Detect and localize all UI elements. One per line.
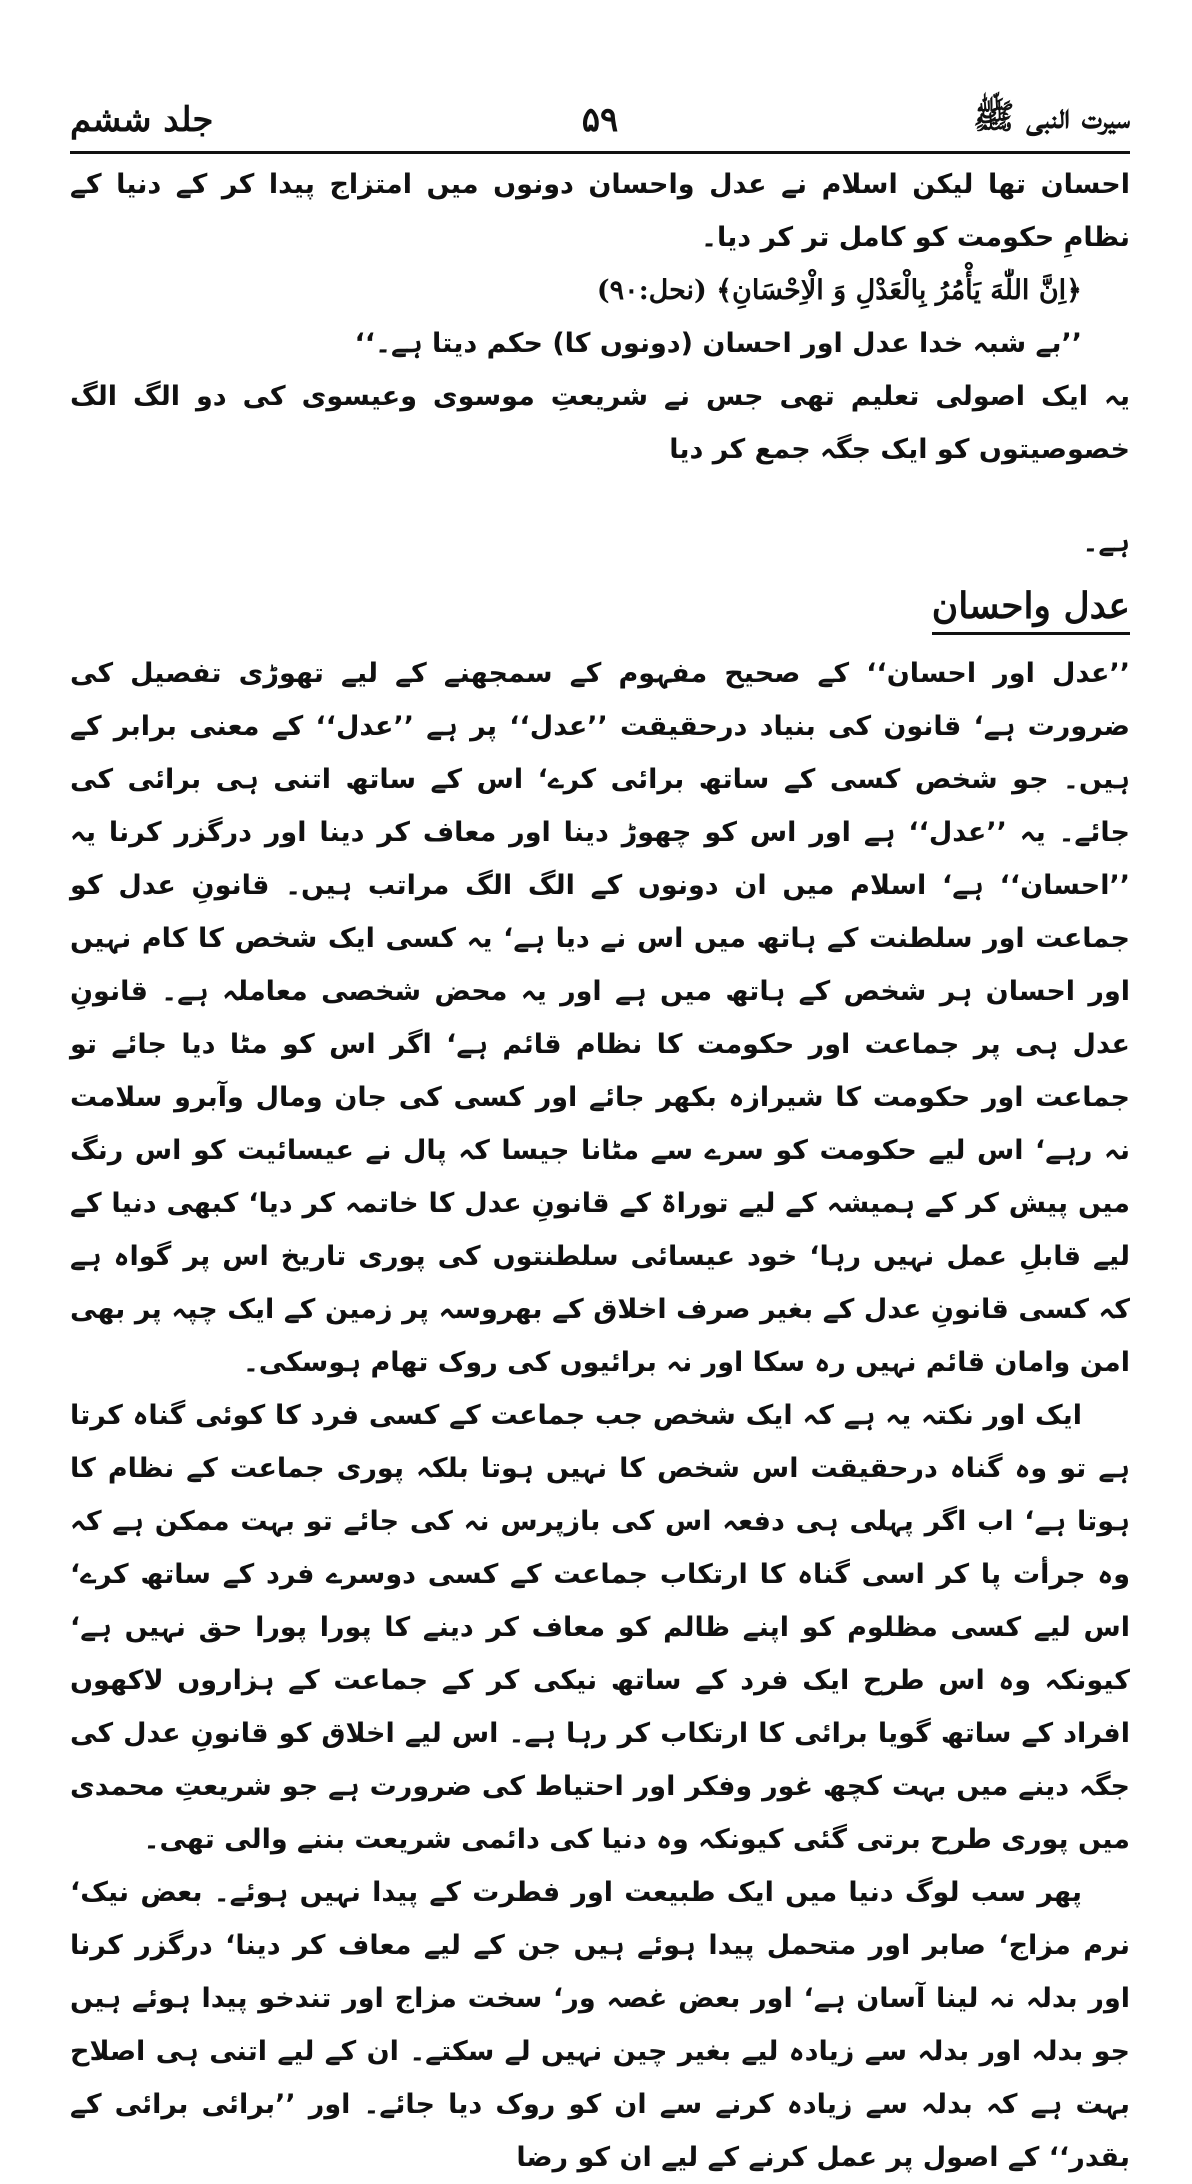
book-title: سیرت النبی ﷺ xyxy=(973,96,1130,137)
verse-translation: ’’بے شبہ خدا عدل اور احسان (دونوں کا) حکم دیتا ہے۔‘‘ xyxy=(354,328,1082,359)
page-header xyxy=(70,90,1130,150)
section-heading: عدل واحسان xyxy=(932,582,1130,635)
paragraph-2: ایک اور نکتہ یہ ہے کہ ایک شخص جب جماعت کے کسی فرد کا کوئی گناہ کرتا ہے تو وہ گناہ درحقیقت اس شخص کا نہیں ہوتا بلکہ پوری جماعت کے نظام کا ہوتا ہے‘ اب اگر پہلی ہی دفعہ اس کی بازپرس نہ کی جائے تو بہت ممکن ہے کہ وہ جرأت پا کر اسی گناہ کا ارتکاب جماعت کے کسی دوسرے فرد کے ساتھ کرے‘ اس لیے کسی مظلوم کو اپنے ظالم کو معاف کر دینے کا پورا پورا حق نہیں ہے‘ کیونکہ وہ اس طرح ایک فرد کے ساتھ نیکی کر کے جماعت کے ہزاروں لاکھوں افراد کے ساتھ گویا برائی کا ارتکاب کر رہا ہے۔ اس لیے اخلاق کو قانونِ عدل کی جگہ دینے میں بہت کچھ غور وفکر اور احتیاط کی ضرورت ہے جو شریعتِ محمدی میں پوری طرح برتی گئی کیونکہ وہ دنیا کی دائمی شریعت بننے والی تھی۔ xyxy=(70,1400,1130,1855)
intro-line: احسان تھا لیکن اسلام نے عدل واحسان دونوں میں امتزاج پیدا کر کے دنیا کے نظامِ حکومت کو کامل تر کر دیا۔ xyxy=(70,169,1130,253)
section-heading-row xyxy=(70,569,1130,647)
quran-verse: ﴿اِنَّ اللّٰهَ يَأْمُرُ بِالْعَدْلِ وَ الْاِحْسَانِ﴾ (نحل:۹۰) xyxy=(596,275,1082,306)
paragraph-1: ’’عدل اور احسان‘‘ کے صحیح مفہوم کے سمجھنے کے لیے تھوڑی تفصیل کی ضرورت ہے‘ قانون کی بنیاد درحقیقت ’’عدل‘‘ پر ہے ’’عدل‘‘ کے معنی برابر کے ہیں۔ جو شخص کسی کے ساتھ برائی کرے‘ اس کے ساتھ اتنی ہی برائی کی جائے۔ یہ ’’عدل‘‘ ہے اور اس کو چھوڑ دینا اور معاف کر دینا اور درگزر کرنا یہ ’’احسان‘‘ ہے‘ اسلام میں ان دونوں کے الگ الگ مراتب ہیں۔ قانونِ عدل کو جماعت اور سلطنت کے ہاتھ میں اس نے دیا ہے‘ یہ کسی ایک شخص کا کام نہیں اور احسان ہر شخص کے ہاتھ میں ہے اور یہ محض شخصی معاملہ ہے۔ قانونِ عدل ہی پر جماعت اور حکومت کا نظام قائم ہے‘ اگر اس کو مٹا دیا جائے تو جماعت اور حکومت کا شیرازہ بکھر جائے اور کسی کی جان ومال وآبرو سلامت نہ رہے‘ اس لیے حکومت کو سرے سے مٹانا جیسا کہ پال نے عیسائیت کو اس رنگ میں پیش کر کے ہمیشہ کے لیے توراۃ کے قانونِ عدل کا خاتمہ کر دیا‘ کبھی دنیا کے لیے قابلِ عمل نہیں رہا‘ خود عیسائی سلطنتوں کی پوری تاریخ اس پر گواہ ہے کہ کسی قانونِ عدل کے بغیر صرف اخلاق کے بھروسہ پر زمین کے ایک چپہ پر بھی امن وامان قائم نہیں رہ سکا اور نہ برائیوں کی روک تھام ہوسکی۔ xyxy=(70,658,1130,1378)
spacer xyxy=(70,476,1130,516)
page-number: ۵۹ xyxy=(581,100,619,140)
page-body xyxy=(70,158,1130,2184)
paragraph-3: پھر سب لوگ دنیا میں ایک طبیعت اور فطرت کے پیدا نہیں ہوئے۔ بعض نیک‘ نرم مزاج‘ صابر اور متحمل پیدا ہوئے ہیں جن کے لیے معاف کر دینا‘ درگزر کرنا اور بدلہ نہ لینا آسان ہے‘ اور بعض غصہ ور‘ سخت مزاج اور تندخو پیدا ہوئے ہیں جو بدلہ اور بدلہ سے زیادہ لیے بغیر چین نہیں لے سکتے۔ ان کے لیے اتنی ہی اصلاح بہت ہے کہ بدلہ سے زیادہ کرنے سے ان کو روک دیا جائے۔ اور ’’برائی برائی کے بقدر‘‘ کے اصول پر عمل کرنے کے لیے ان کو رضا xyxy=(70,1877,1130,2173)
intro-paragraph: یہ ایک اصولی تعلیم تھی جس نے شریعتِ موسوی وعیسوی کی دو الگ الگ خصوصیتوں کو ایک جگہ جمع کر دیا xyxy=(70,381,1130,465)
header-rule xyxy=(70,151,1130,154)
intro-paragraph-end: ہے۔ xyxy=(1082,527,1130,558)
volume-label: جلد ششم xyxy=(70,100,214,140)
document-page xyxy=(70,0,1130,2173)
